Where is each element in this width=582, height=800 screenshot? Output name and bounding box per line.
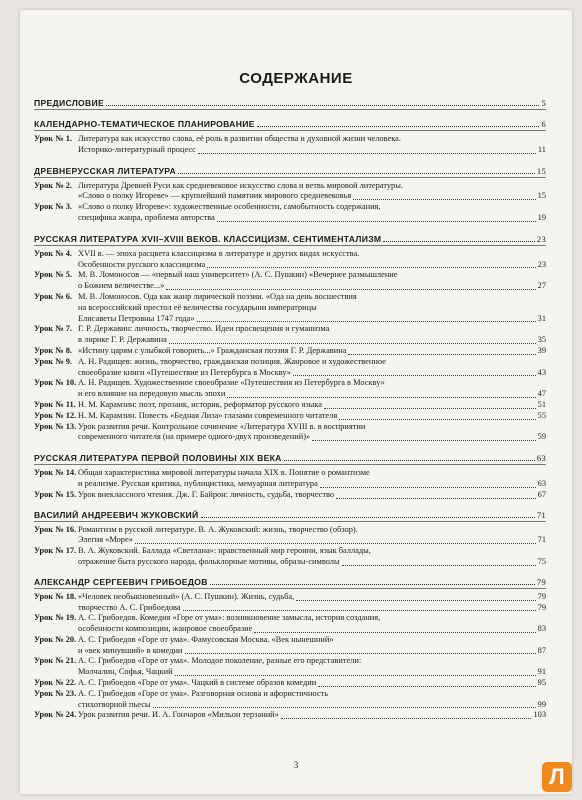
lesson-page: 63 — [537, 478, 546, 488]
toc-section — [34, 119, 546, 131]
section-title: ДРЕВНЕРУССКАЯ ЛИТЕРАТУРА — [34, 165, 177, 176]
lesson-line-text: и его влияние на передовую мысль эпохи — [78, 389, 226, 399]
section-title: ВАСИЛИЙ АНДРЕЕВИЧ ЖУКОВСКИЙ — [34, 509, 199, 520]
lesson-line-text: А. С. Грибоедов «Горе от ума». Молодое поколение, разные его представители: — [78, 656, 362, 666]
lesson-text — [78, 689, 546, 711]
dot-leader — [201, 517, 535, 518]
dot-leader — [353, 199, 535, 200]
dot-leader — [135, 543, 536, 544]
dot-leader — [320, 487, 536, 488]
lesson-entry — [34, 710, 546, 721]
lesson-entry — [34, 346, 546, 357]
lesson-entry — [34, 490, 546, 501]
dot-leader — [254, 632, 535, 633]
lesson-page: 51 — [537, 399, 546, 409]
lesson-label: Урок № 9. — [34, 356, 73, 366]
lesson-line-text: «Истину царям с улыбкой говорить...» Гражданская поэзия Г. Р. Державина — [78, 345, 347, 355]
dot-leader — [257, 126, 540, 127]
lesson-line — [78, 202, 546, 213]
section-title: КАЛЕНДАРНО-ТЕМАТИЧЕСКОЕ ПЛАНИРОВАНИЕ — [34, 119, 255, 129]
lesson-line — [78, 357, 546, 368]
lesson-label: Урок № 24. — [34, 710, 77, 720]
lesson-entry — [34, 202, 546, 224]
lesson-text — [78, 378, 546, 400]
lesson-line-text: А. С. Грибоедов «Горе от ума». Чацкий в системе образов комедии — [78, 678, 317, 688]
lesson-line — [78, 700, 546, 711]
section-heading — [34, 510, 546, 520]
dot-leader — [336, 498, 536, 499]
lesson-line-text: современного читателя (на примере одного-двух произведений)» — [78, 432, 311, 442]
toc-section — [34, 234, 546, 246]
lesson-page: 47 — [537, 389, 546, 399]
lesson-label: Урок № 18. — [34, 591, 77, 601]
lesson-line — [78, 260, 546, 271]
dot-leader — [198, 153, 536, 154]
lesson-line — [78, 249, 546, 260]
lesson-text — [78, 270, 546, 292]
lesson-label: Урок № 4. — [34, 248, 73, 258]
lesson-page: 43 — [537, 367, 546, 377]
lesson-line-text: Елисаветы Петровны 1747 года» — [78, 313, 195, 323]
section-heading — [34, 166, 546, 176]
lesson-text — [78, 292, 546, 324]
lesson-line-text: Особенности русского классицизма — [78, 259, 206, 269]
toc-section — [34, 577, 546, 589]
lesson-entry — [34, 249, 546, 271]
book-page — [20, 10, 572, 794]
lesson-label: Урок № 17. — [34, 546, 77, 556]
lesson-label: Урок № 5. — [34, 270, 73, 280]
section-title: РУССКАЯ ЛИТЕРАТУРА XVII–XVIII ВЕКОВ. КЛАССИЦИЗМ. СЕНТИМЕНТАЛИЗМ — [34, 233, 382, 244]
lesson-line — [78, 389, 546, 400]
lesson-line — [78, 145, 546, 156]
lesson-line — [78, 378, 546, 389]
lesson-text — [78, 525, 546, 547]
lesson-line-text: М. В. Ломоносов. Ода как жанр лирической поэзии. «Ода на день восшествия — [78, 291, 357, 301]
lesson-text — [78, 249, 546, 271]
lesson-line — [78, 656, 546, 667]
dot-leader — [312, 440, 535, 441]
dot-leader — [342, 565, 536, 566]
section-heading — [34, 453, 546, 463]
lesson-entry — [34, 357, 546, 379]
section-page: 15 — [536, 165, 546, 176]
lesson-line-text: Н. М. Карамзин: поэт, прозаик, историк, реформатор русского языка — [78, 399, 322, 409]
lesson-line-text: «Слово о полку Игореве» — крупнейший памятник мирового средневековья — [78, 191, 352, 201]
lesson-page: 31 — [537, 313, 546, 323]
lesson-label: Урок № 6. — [34, 291, 73, 301]
lesson-line — [78, 546, 546, 557]
dot-leader — [106, 105, 539, 106]
lesson-label: Урок № 20. — [34, 634, 77, 644]
lesson-line-text: специфика жанра, проблема авторства — [78, 212, 215, 222]
lesson-line-text: XVII в. — эпоха расцвета классицизма в литературе и других видах искусства. — [78, 248, 360, 258]
lesson-line — [78, 270, 546, 281]
section-page: 71 — [536, 509, 546, 520]
lesson-line — [78, 710, 546, 721]
lesson-line — [78, 213, 546, 224]
dot-leader — [217, 221, 536, 222]
lesson-label: Урок № 14. — [34, 468, 77, 478]
lesson-label: Урок № 1. — [34, 134, 73, 143]
lesson-line-text: в лирике Г. Р. Державина — [78, 335, 167, 345]
lesson-line — [78, 422, 546, 433]
lesson-line-text: о Божием величестве...» — [78, 281, 165, 291]
lesson-line — [78, 646, 546, 657]
toc-section — [34, 98, 546, 110]
lesson-entry — [34, 656, 546, 678]
lesson-line-text: А. С. Грибоедов «Горе от ума». Разговорная основа и афористичность — [78, 688, 329, 698]
lesson-label: Урок № 8. — [34, 345, 73, 355]
section-divider — [34, 588, 546, 589]
lesson-line-text: и «век минувший» в комедии — [78, 645, 183, 655]
section-page: 23 — [536, 233, 546, 244]
lesson-label: Урок № 3. — [34, 202, 73, 212]
lesson-page: 35 — [537, 335, 546, 345]
lesson-text — [78, 656, 546, 678]
section-divider — [34, 464, 546, 465]
lesson-page: 19 — [537, 212, 546, 222]
lesson-line — [78, 535, 546, 546]
dot-leader — [296, 600, 535, 601]
lesson-line — [78, 335, 546, 346]
lesson-page: 103 — [533, 710, 546, 720]
toc-section — [34, 510, 546, 522]
lesson-label: Урок № 23. — [34, 688, 77, 698]
lesson-line-text: Молчалин, Софья, Чацкий — [78, 667, 173, 677]
lesson-entry — [34, 270, 546, 292]
lesson-page: 91 — [537, 667, 546, 677]
lesson-page: 15 — [537, 191, 546, 201]
lesson-text — [78, 357, 546, 379]
lesson-label: Урок № 19. — [34, 613, 77, 623]
lesson-line-text: А. Н. Радищев: жизнь, творчество, гражданская позиция. Жанровое и художественное — [78, 356, 386, 366]
lesson-label: Урок № 13. — [34, 421, 77, 431]
lesson-text — [78, 202, 546, 224]
lesson-line — [78, 557, 546, 568]
dot-leader — [324, 408, 536, 409]
lesson-entry — [34, 635, 546, 657]
lesson-text — [78, 324, 546, 346]
lesson-line — [78, 368, 546, 379]
lesson-line-text: стихотворной пьесы — [78, 699, 151, 709]
toc-section — [34, 166, 546, 178]
lesson-line-text: особенности композиции, жанровое своеобразие — [78, 624, 253, 634]
lesson-entry — [34, 181, 546, 203]
lesson-label: Урок № 16. — [34, 524, 77, 534]
dot-leader — [227, 397, 535, 398]
dot-leader — [293, 375, 536, 376]
lesson-line — [78, 468, 546, 479]
lesson-line — [78, 324, 546, 335]
lesson-text — [78, 400, 546, 411]
lesson-line-text: «Слово о полку Игореве»: художественные особенности, самобытность содержания, — [78, 202, 381, 212]
lesson-line — [78, 303, 546, 314]
section-title: РУССКАЯ ЛИТЕРАТУРА ПЕРВОЙ ПОЛОВИНЫ XIX ВЕКА — [34, 453, 282, 464]
lesson-label: Урок № 21. — [34, 656, 77, 666]
dot-leader — [166, 289, 535, 290]
dot-leader — [284, 460, 535, 461]
lesson-page: 79 — [537, 591, 546, 601]
section-title: ПРЕДИСЛОВИЕ — [34, 98, 105, 108]
lesson-entry — [34, 689, 546, 711]
lesson-line — [78, 689, 546, 700]
lesson-line-text: А. Н. Радищев. Художественное своеобразие «Путешествия из Петербурга в Москву» — [78, 378, 385, 388]
dot-leader — [175, 675, 536, 676]
lesson-line-text: «Человек необыкновенный» (А. С. Пушкин). Жизнь, судьба, — [78, 591, 295, 601]
section-divider — [34, 109, 546, 110]
lesson-line — [78, 400, 546, 411]
lesson-label: Урок № 7. — [34, 324, 73, 334]
lesson-label: Урок № 22. — [34, 678, 77, 688]
section-divider — [34, 130, 546, 131]
lesson-text — [78, 181, 546, 203]
dot-leader — [383, 241, 535, 242]
lesson-entry — [34, 592, 546, 614]
lesson-line — [78, 292, 546, 303]
lesson-line-text: Урок развития речи. Контрольное сочинение «Литература XVIII в. в восприятии — [78, 421, 366, 431]
section-page: 6 — [541, 119, 546, 129]
lesson-line — [78, 678, 546, 689]
lesson-text — [78, 490, 546, 501]
lesson-label: Урок № 10. — [34, 378, 77, 388]
section-heading — [34, 234, 546, 244]
lesson-page: 39 — [537, 345, 546, 355]
lesson-entry — [34, 292, 546, 324]
page-number: 3 — [293, 760, 299, 770]
lesson-text — [78, 613, 546, 635]
lesson-label: Урок № 11. — [34, 399, 76, 409]
lesson-entry — [34, 378, 546, 400]
dot-leader — [197, 321, 536, 322]
lesson-entry — [34, 422, 546, 444]
lesson-line-text: Общая характеристика мировой литературы начала XIX в. Понятие о романтизме — [78, 468, 370, 478]
section-title: АЛЕКСАНДР СЕРГЕЕВИЧ ГРИБОЕДОВ — [34, 576, 208, 587]
lesson-line — [78, 346, 546, 357]
lesson-entry — [34, 134, 546, 156]
lesson-text — [78, 678, 546, 689]
lesson-page: 75 — [537, 556, 546, 566]
section-divider — [34, 245, 546, 246]
lesson-page: 95 — [537, 678, 546, 688]
lesson-label: Урок № 15. — [34, 489, 77, 499]
lesson-line — [78, 134, 546, 145]
section-heading — [34, 119, 546, 129]
lesson-page: 11 — [537, 144, 546, 154]
dot-leader — [185, 653, 536, 654]
dot-leader — [339, 419, 535, 420]
lesson-line-text: на всероссийский престол её величества государыни императрицы — [78, 302, 317, 312]
lesson-line-text: Г. Р. Державин: личность, творчество. Идеи просвещения и гуманизма — [78, 324, 330, 334]
lesson-text — [78, 546, 546, 568]
lesson-entry — [34, 525, 546, 547]
lesson-line — [78, 191, 546, 202]
lesson-text — [78, 422, 546, 444]
lesson-line-text: Романтизм в русской литературе. В. А. Жуковский: жизнь, творчество (обзор). — [78, 524, 358, 534]
lesson-line-text: Урок внеклассного чтения. Дж. Г. Байрон: личность, судьба, творчество — [78, 489, 335, 499]
lesson-text — [78, 635, 546, 657]
lesson-line — [78, 181, 546, 192]
lesson-line-text: Литература Древней Руси как средневековое искусство слова и ветвь мировой литературы. — [78, 180, 403, 190]
lesson-line-text: Н. М. Карамзин. Повесть «Бедная Лиза» глазами современного читателя — [78, 410, 338, 420]
lesson-entry — [34, 613, 546, 635]
lesson-label: Урок № 12. — [34, 410, 77, 420]
lesson-line — [78, 613, 546, 624]
section-heading — [34, 577, 546, 587]
lesson-entry — [34, 678, 546, 689]
lesson-entry — [34, 468, 546, 490]
lesson-label: Урок № 2. — [34, 180, 73, 190]
dot-leader — [183, 610, 536, 611]
lesson-text — [78, 134, 546, 156]
lesson-line — [78, 281, 546, 292]
lesson-page: 67 — [537, 489, 546, 499]
lesson-line — [78, 592, 546, 603]
section-page: 63 — [536, 453, 546, 464]
lesson-page: 55 — [537, 410, 546, 420]
dot-leader — [178, 173, 535, 174]
table-of-contents — [34, 98, 546, 721]
lesson-text — [78, 346, 546, 357]
dot-leader — [281, 718, 532, 719]
lesson-page: 87 — [537, 645, 546, 655]
lesson-entry — [34, 411, 546, 422]
lesson-entry — [34, 324, 546, 346]
dot-leader — [153, 707, 536, 708]
toc-section — [34, 453, 546, 465]
lesson-entry — [34, 546, 546, 568]
lesson-entry — [34, 400, 546, 411]
lesson-text — [78, 592, 546, 614]
lesson-page: 59 — [537, 432, 546, 442]
lesson-line-text: В. А. Жуковский. Баллада «Светлана»: нравственный мир героини, язык баллады, — [78, 546, 371, 556]
lesson-line — [78, 525, 546, 536]
dot-leader — [169, 343, 536, 344]
lesson-line-text: Литература как искусство слова, её роль в развитии общества и духовной жизни человека. — [78, 134, 401, 143]
lesson-line — [78, 479, 546, 490]
lesson-line-text: А. С. Грибоедов. Комедия «Горе от ума»: возникновение замысла, история создания, — [78, 613, 381, 623]
lesson-text — [78, 468, 546, 490]
lesson-line-text: А. С. Грибоедов «Горе от ума». Фамусовская Москва. «Век нынешний» — [78, 634, 334, 644]
lesson-page: 99 — [537, 699, 546, 709]
lesson-line — [78, 603, 546, 614]
lesson-page: 27 — [537, 281, 546, 291]
lesson-line-text: Элегия «Море» — [78, 535, 133, 545]
lesson-line-text: Историко-литературный процесс — [78, 144, 196, 154]
section-page: 5 — [541, 98, 546, 108]
dot-leader — [210, 584, 535, 585]
lesson-line — [78, 667, 546, 678]
lesson-line — [78, 624, 546, 635]
lesson-text — [78, 411, 546, 422]
dot-leader — [348, 354, 535, 355]
lesson-line — [78, 635, 546, 646]
lesson-line-text: своеобразие книги «Путешествие из Петербурга в Москву» — [78, 367, 291, 377]
section-divider — [34, 177, 546, 178]
lesson-page: 23 — [537, 259, 546, 269]
section-page: 79 — [536, 576, 546, 587]
lesson-line-text: и реализме. Русская критика, публицистика, мемуарная литература — [78, 478, 318, 488]
lesson-line-text: Урок развития речи. И. А. Гончаров «Мильон терзаний» — [78, 710, 279, 720]
lesson-page: 79 — [537, 602, 546, 612]
lesson-line — [78, 432, 546, 443]
lesson-line — [78, 411, 546, 422]
publisher-logo-icon: Л — [542, 762, 572, 792]
lesson-line-text: отражение быта русского народа, фольклорные мотивы, образы-символы — [78, 556, 340, 566]
lesson-page: 71 — [537, 535, 546, 545]
lesson-line — [78, 490, 546, 501]
lesson-line-text: творчество А. С. Грибоедова — [78, 602, 181, 612]
lesson-line — [78, 314, 546, 325]
dot-leader — [318, 686, 535, 687]
section-heading — [34, 98, 546, 108]
section-divider — [34, 521, 546, 522]
dot-leader — [207, 267, 535, 268]
lesson-page: 83 — [537, 624, 546, 634]
lesson-line-text: М. В. Ломоносов — «первый наш университет» (А. С. Пушкин) «Вечернее размышление — [78, 270, 398, 280]
lesson-text — [78, 710, 546, 721]
page-title: СОДЕРЖАНИЕ — [239, 70, 353, 87]
